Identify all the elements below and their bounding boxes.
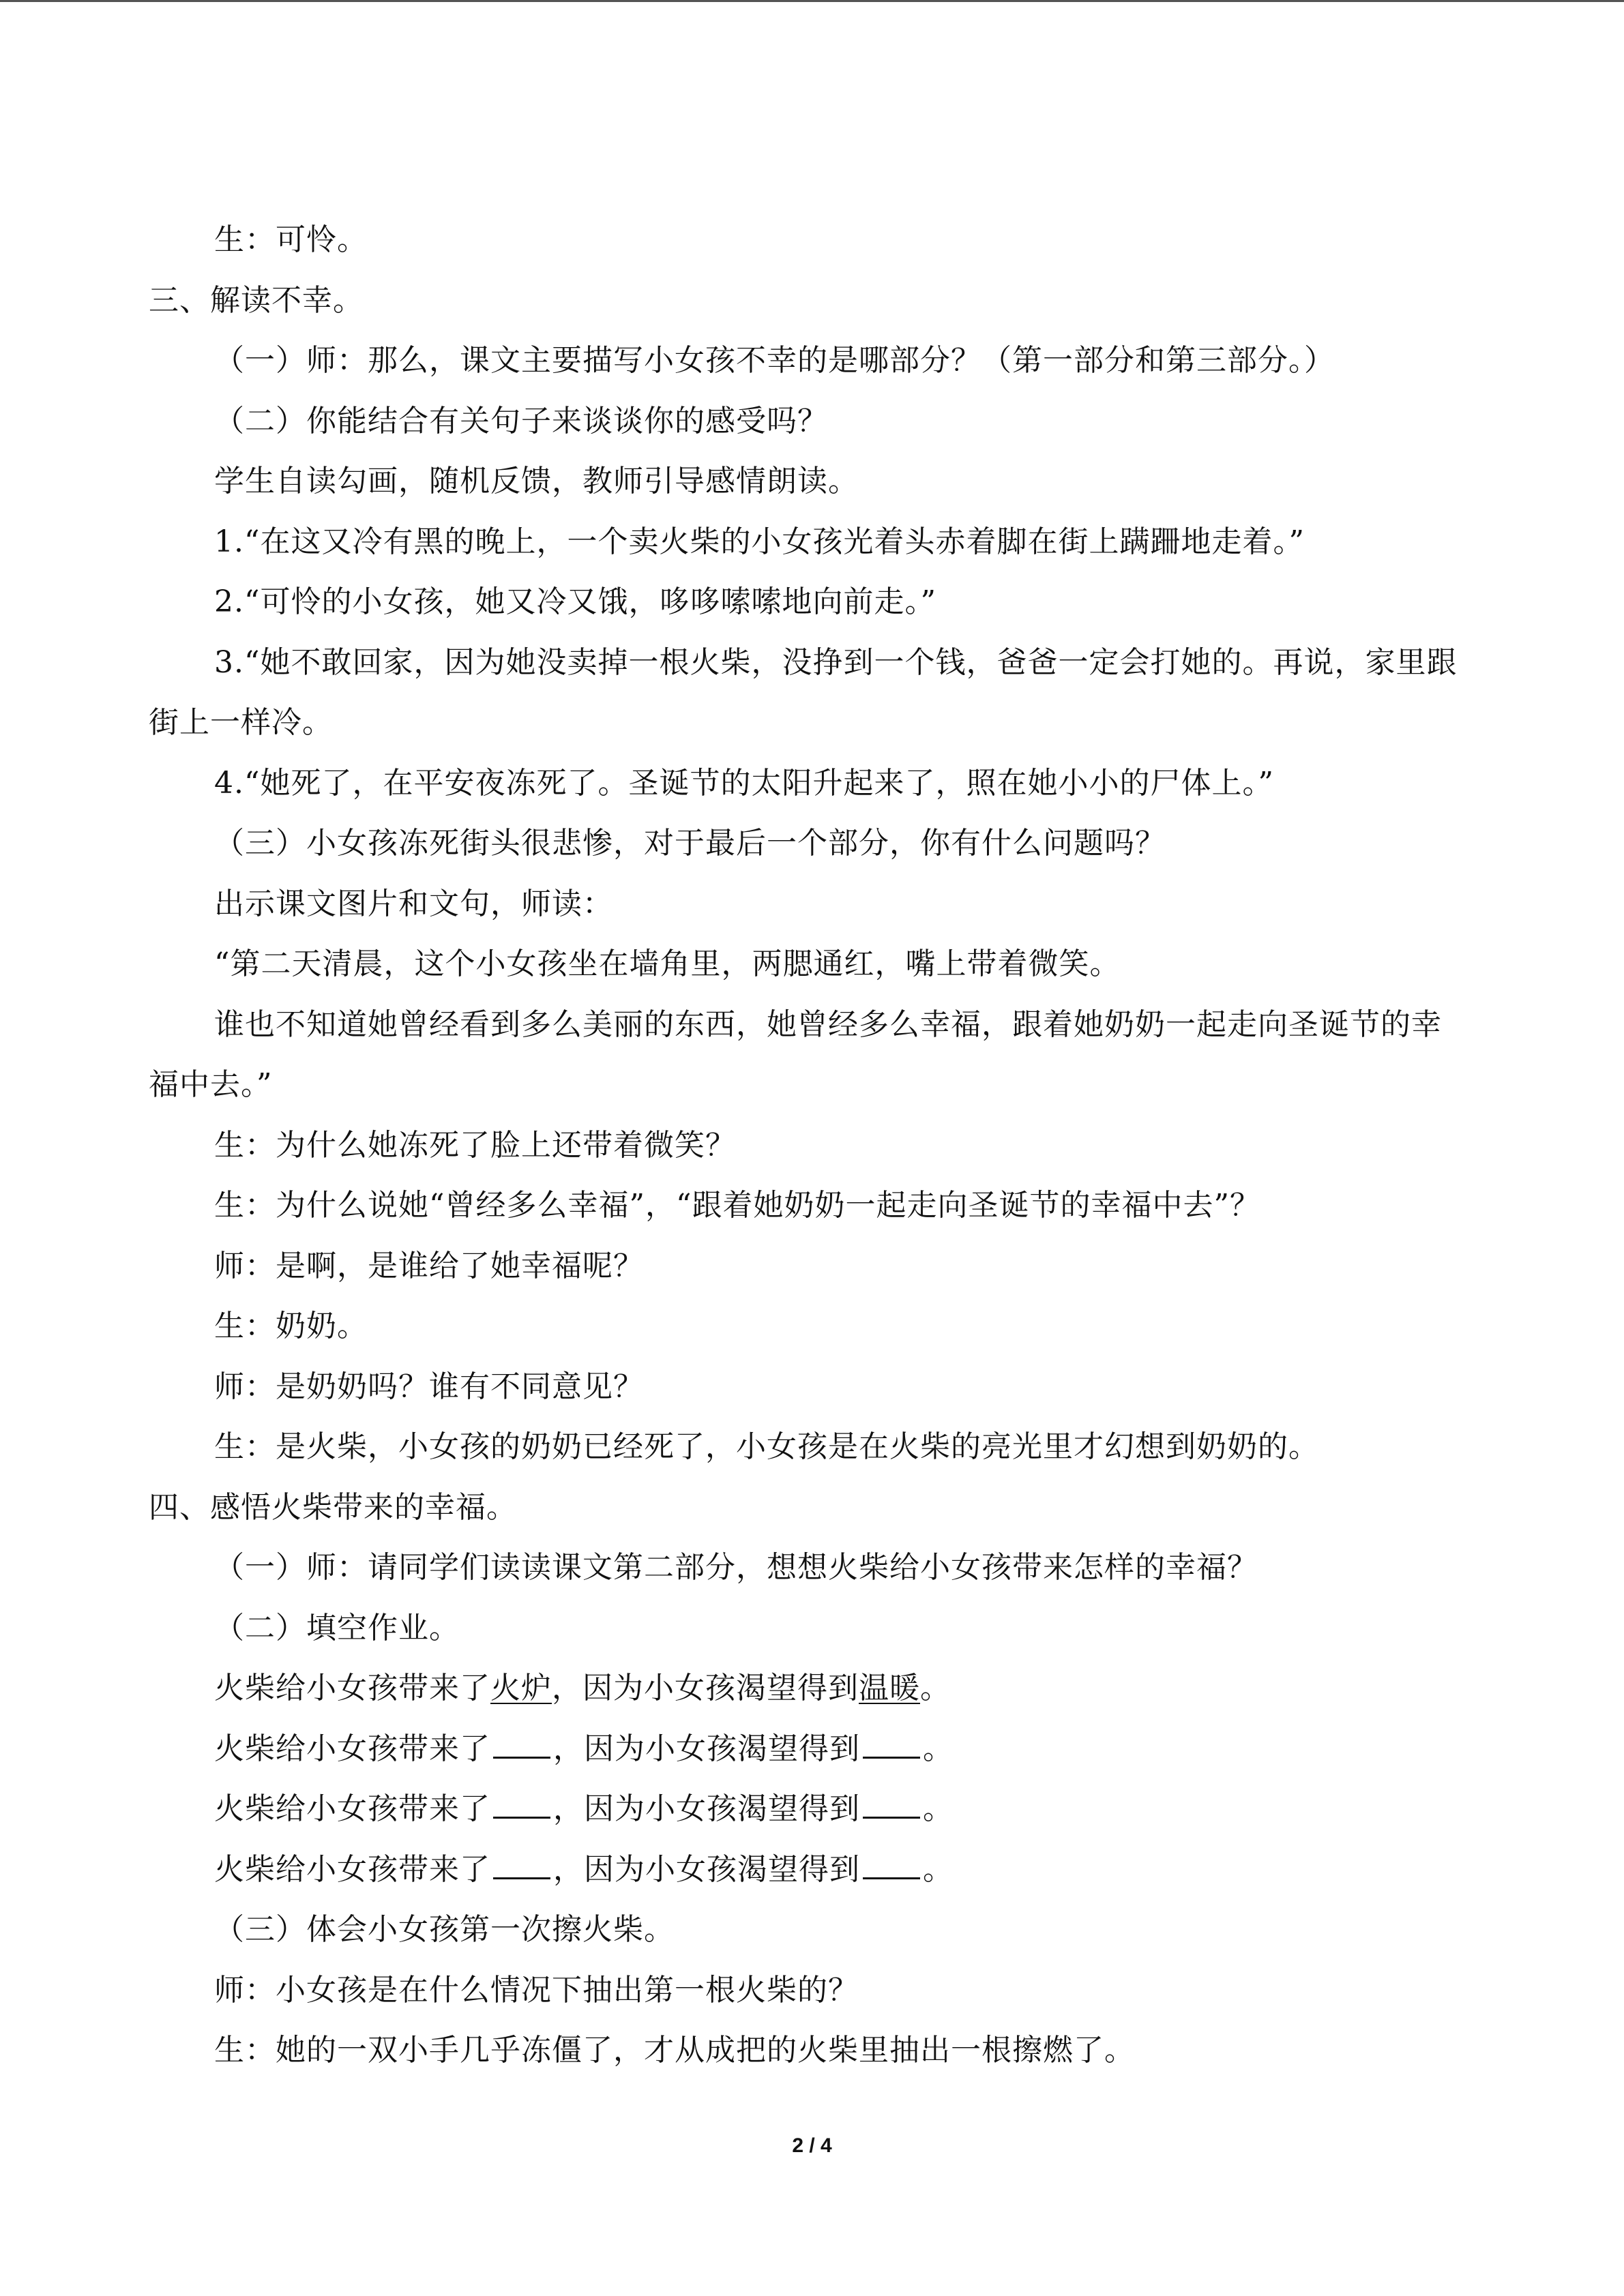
paragraph: 生：可怜。 bbox=[214, 222, 368, 257]
quote-paragraph: “第二天清晨，这个小女孩坐在墙角里，两腮通红，嘴上带着微笑。 bbox=[214, 946, 1121, 981]
quote-item-wrapped: 3.“她不敢回家，因为她没卖掉一根火柴，没挣到一个钱，爸爸一定会打她的。再说，家里跟街上一样冷。 bbox=[149, 644, 1458, 740]
paragraph: （二）填空作业。 bbox=[214, 1610, 460, 1645]
paragraph: （三）小女孩冻死街头很悲惨，对于最后一个部分，你有什么问题吗？ bbox=[214, 826, 1166, 861]
paragraph: （一）师：请同学们读读课文第二部分，想想火柴给小女孩带来怎样的幸福？ bbox=[214, 1550, 1258, 1585]
blank-field[interactable] bbox=[863, 1791, 920, 1819]
dialogue-line: 生：为什么她冻死了脸上还带着微笑？ bbox=[214, 1127, 736, 1163]
dialogue-line: 师：小女孩是在什么情况下抽出第一根火柴的？ bbox=[214, 1972, 859, 2008]
dialogue-line: 师：是啊，是谁给了她幸福呢？ bbox=[214, 1248, 644, 1283]
quote-item: 1.“在这又冷有黑的晚上，一个卖火柴的小女孩光着头赤着脚在街上蹒跚地走着。” bbox=[214, 524, 1305, 559]
blank-field[interactable] bbox=[493, 1851, 550, 1879]
page-number: 2 / 4 bbox=[792, 2134, 832, 2157]
quote-item: 4.“她死了，在平安夜冻死了。圣诞节的太阳升起来了，照在她小小的尸体上。” bbox=[214, 765, 1274, 801]
blank-field[interactable] bbox=[863, 1731, 920, 1759]
dialogue-line: 生：为什么说她“曾经多么幸福”，“跟着她奶奶一起走向圣诞节的幸福中去”？ bbox=[214, 1188, 1260, 1223]
blank-field[interactable] bbox=[493, 1731, 550, 1759]
quote-paragraph-wrapped: 谁也不知道她曾经看到多么美丽的东西，她曾经多么幸福，跟着她奶奶一起走向圣诞节的幸福中去。” bbox=[149, 1007, 1442, 1102]
dialogue-line: 生：她的一双小手几乎冻僵了，才从成把的火柴里抽出一根擦燃了。 bbox=[214, 2033, 1135, 2068]
blank-field[interactable] bbox=[863, 1851, 920, 1879]
answer-underlined: 火炉 bbox=[490, 1671, 552, 1705]
paragraph: （三）体会小女孩第一次擦火柴。 bbox=[214, 1912, 675, 1947]
fill-example: 火柴给小女孩带来了火炉，因为小女孩渴望得到温暖。 bbox=[214, 1671, 951, 1705]
paragraph: （二）你能结合有关句子来谈谈你的感受吗？ bbox=[214, 403, 828, 438]
section-heading: 四、感悟火柴带来的幸福。 bbox=[149, 1489, 517, 1525]
quote-item: 2.“可怜的小女孩，她又冷又饿，哆哆嗦嗦地向前走。” bbox=[214, 584, 936, 619]
dialogue-line: 生：奶奶。 bbox=[214, 1309, 368, 1343]
top-border bbox=[0, 0, 1624, 2]
paragraph: （一）师：那么，课文主要描写小女孩不幸的是哪部分？（第一部分和第三部分。） bbox=[214, 343, 1335, 378]
document-body bbox=[149, 210, 1458, 2081]
fill-blank-line: 火柴给小女孩带来了 ，因为小女孩渴望得到 。 bbox=[214, 1791, 954, 1826]
dialogue-line: 生：是火柴，小女孩的奶奶已经死了，小女孩是在火柴的亮光里才幻想到奶奶的。 bbox=[214, 1429, 1319, 1464]
blank-field[interactable] bbox=[493, 1791, 550, 1819]
answer-underlined: 温暖 bbox=[859, 1671, 920, 1705]
dialogue-line: 师：是奶奶吗？谁有不同意见？ bbox=[214, 1369, 644, 1404]
fill-blank-line: 火柴给小女孩带来了 ，因为小女孩渴望得到 。 bbox=[214, 1851, 954, 1887]
fill-blank-line: 火柴给小女孩带来了 ，因为小女孩渴望得到 。 bbox=[214, 1731, 954, 1766]
section-heading: 三、解读不幸。 bbox=[149, 282, 364, 318]
paragraph: 出示课文图片和文句，师读： bbox=[214, 886, 613, 921]
paragraph: 学生自读勾画，随机反馈，教师引导感情朗读。 bbox=[214, 464, 859, 498]
